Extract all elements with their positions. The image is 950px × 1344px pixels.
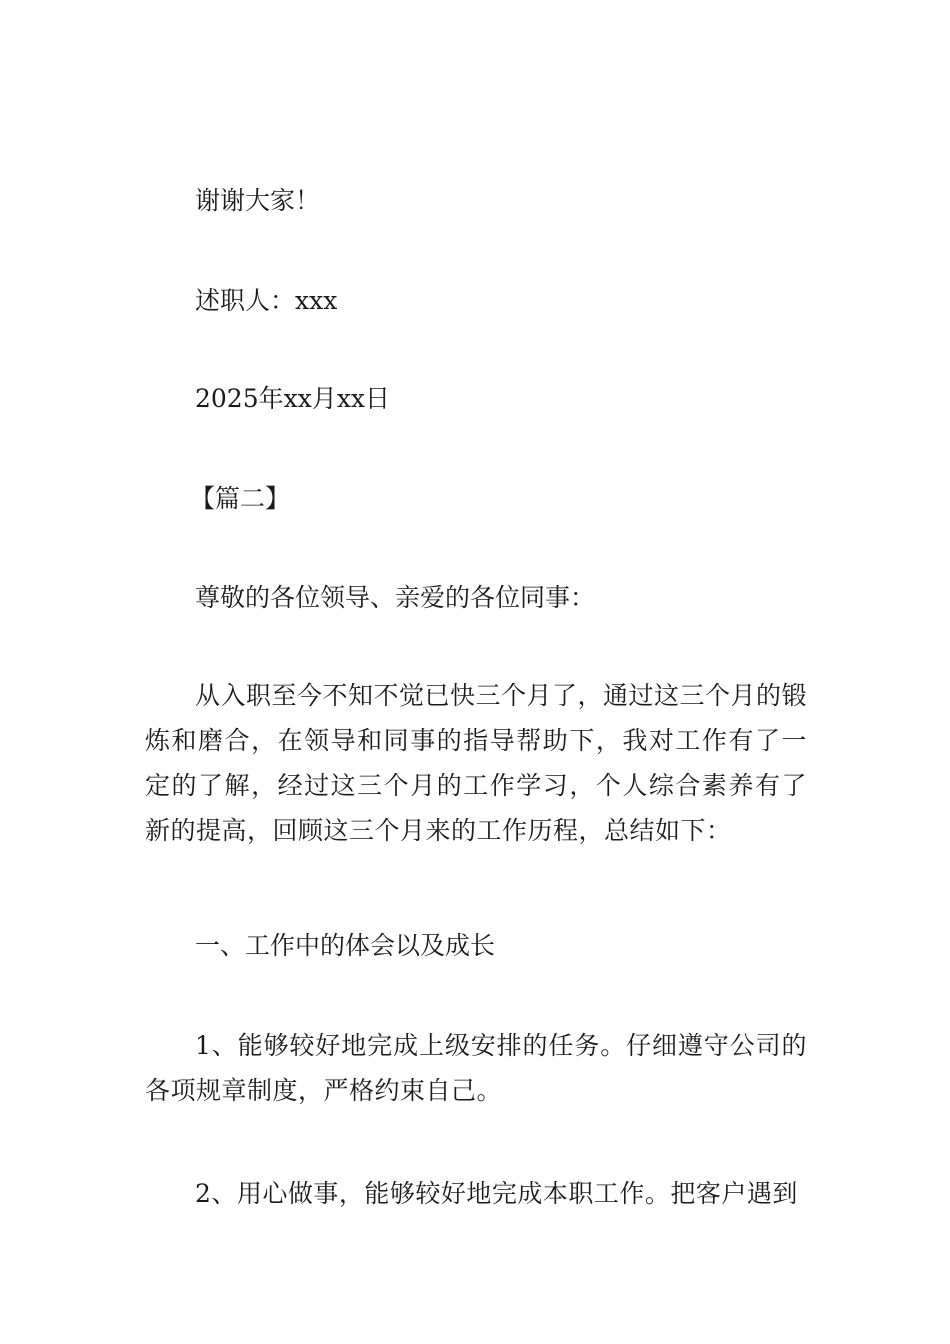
list-item-1: 1、能够较好地完成上级安排的任务。仔细遵守公司的各项规章制度，严格约束自己。 bbox=[145, 1031, 807, 1105]
section-heading: 【篇二】 bbox=[190, 484, 291, 513]
signature-line: 述职人：xxx bbox=[195, 286, 338, 315]
closing-thanks: 谢谢大家！ bbox=[195, 186, 321, 215]
salutation: 尊敬的各位领导、亲爱的各位同事： bbox=[195, 583, 596, 612]
list-item-2: 2、用心做事，能够较好地完成本职工作。把客户遇到 bbox=[195, 1179, 798, 1208]
subheading-work-experience: 一、工作中的体会以及成长 bbox=[195, 931, 496, 960]
date-line: 2025年xx月xx日 bbox=[195, 384, 391, 413]
intro-paragraph: 从入职至今不知不觉已快三个月了，通过这三个月的锻炼和磨合，在领导和同事的指导帮助下，我对工作有了一定的了解，经过这三个月的工作学习，个人综合素养有了新的提高，回顾这三个月来的工作历程，总结如下： bbox=[145, 681, 808, 845]
